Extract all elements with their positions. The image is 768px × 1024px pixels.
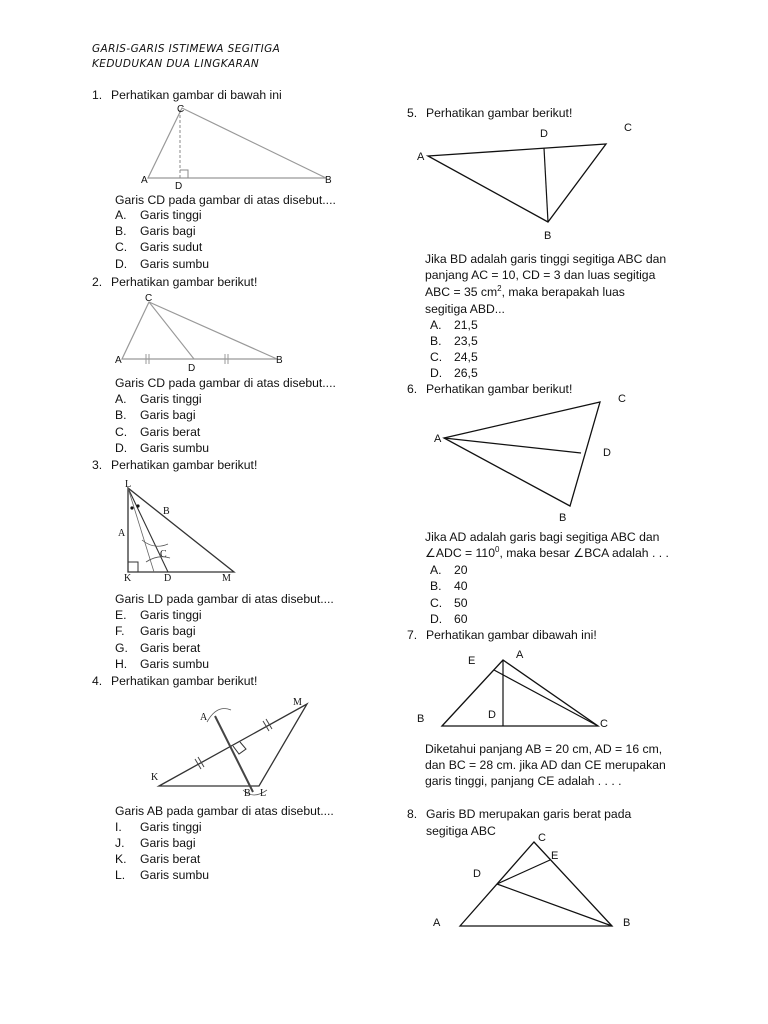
q7-question-line1: Diketahui panjang AB = 20 cm, AD = 16 cm,	[425, 742, 663, 756]
q2-option-a-letter: A.	[115, 392, 127, 406]
q6-option-b-text: 40	[454, 579, 468, 593]
q6-label-d: D	[603, 447, 611, 459]
q5-label-c: C	[624, 122, 632, 134]
q2-option-d-text: Garis sumbu	[140, 441, 210, 455]
q1-option-c-text: Garis sudut	[140, 240, 203, 254]
q3-figure	[112, 478, 242, 586]
q3-label-a: A	[118, 528, 126, 539]
q8-label-c: C	[538, 832, 546, 844]
q6-option-b-letter: B.	[430, 579, 442, 593]
q3-option-g-text: Garis berat	[140, 641, 201, 655]
q7-question-line3: garis tinggi, panjang CE adalah . . . .	[425, 774, 622, 788]
q5-question-line2: panjang AC = 10, CD = 3 dan luas segitiga	[425, 268, 656, 282]
q3-option-g-letter: G.	[115, 641, 128, 655]
q2-question: Garis CD pada gambar di atas disebut....	[115, 376, 336, 390]
q1-option-d-letter: D.	[115, 257, 128, 271]
header-title-line2: KEDUDUKAN DUA LINGKARAN	[92, 58, 260, 70]
q6-option-a-text: 20	[454, 563, 468, 577]
q1-number: 1.	[92, 88, 103, 102]
q6-option-c-letter: C.	[430, 596, 443, 610]
q5-label-a: A	[417, 151, 425, 163]
q4-figure	[145, 694, 325, 800]
q8-prompt-line2: segitiga ABC	[426, 824, 496, 838]
q5-question-line3: ABC = 35 $cm^2$, maka berapakah luas	[425, 283, 625, 299]
q3-option-e-letter: E.	[115, 608, 127, 622]
q3-number: 3.	[92, 458, 103, 472]
q5-label-b: B	[544, 230, 552, 242]
q5-option-b-letter: B.	[430, 334, 442, 348]
q6-option-c-text: 50	[454, 596, 468, 610]
q3-label-k: K	[124, 573, 132, 584]
q2-label-b: B	[276, 355, 283, 366]
q1-option-b-letter: B.	[115, 224, 127, 238]
q5-option-d-text: 26,5	[454, 366, 478, 380]
q3-label-c: C	[160, 549, 167, 560]
q7-question-line2: dan BC = 28 cm. jika AD dan CE merupakan	[425, 758, 666, 772]
q5-option-b-text: 23,5	[454, 334, 478, 348]
q5-figure	[412, 120, 642, 244]
q4-option-k-letter: K.	[115, 852, 127, 866]
q8-label-e: E	[551, 850, 559, 862]
q4-label-a: A	[200, 712, 208, 723]
q6-question-line2: ∠ADC = $110^0$, maka besar ∠BCA adalah . . .	[425, 544, 669, 560]
q2-figure	[112, 292, 292, 374]
q8-label-b: B	[623, 917, 631, 929]
q3-question: Garis LD pada gambar di atas disebut....	[115, 592, 334, 606]
q3-label-m: M	[222, 573, 231, 584]
q3-option-f-letter: F.	[115, 624, 125, 638]
q7-label-e: E	[468, 655, 476, 667]
q1-option-a-letter: A.	[115, 208, 127, 222]
q2-label-a: A	[115, 355, 122, 366]
q4-label-m: M	[293, 697, 302, 708]
q8-figure	[428, 826, 638, 934]
q4-question: Garis AB pada gambar di atas disebut....	[115, 804, 334, 818]
q1-prompt: Perhatikan gambar di bawah ini	[111, 88, 282, 102]
q4-label-l: L	[260, 788, 267, 799]
q3-prompt: Perhatikan gambar berikut!	[111, 458, 258, 472]
q2-option-b-letter: B.	[115, 408, 127, 422]
q6-question-line1: Jika AD adalah garis bagi segitiga ABC dan	[425, 530, 660, 544]
q7-label-b: B	[417, 713, 425, 725]
q4-option-l-letter: L.	[115, 868, 126, 882]
q4-option-j-text: Garis bagi	[140, 836, 196, 850]
q7-figure	[412, 644, 622, 736]
q3-label-d: D	[164, 573, 172, 584]
q2-number: 2.	[92, 275, 103, 289]
q8-prompt-line1: Garis BD merupakan garis berat pada	[426, 807, 632, 821]
q5-option-d-letter: D.	[430, 366, 443, 380]
q4-option-i-text: Garis tinggi	[140, 820, 202, 834]
q1-option-d-text: Garis sumbu	[140, 257, 210, 271]
q4-option-i-letter: I.	[115, 820, 122, 834]
header-title-line1: GARIS-GARIS ISTIMEWA SEGITIGA	[92, 43, 281, 55]
q1-option-b-text: Garis bagi	[140, 224, 196, 238]
q6-label-c: C	[618, 393, 626, 405]
q6-label-a: A	[434, 433, 442, 445]
q7-label-d: D	[488, 709, 496, 721]
q6-option-d-text: 60	[454, 612, 468, 626]
q7-label-a: A	[516, 649, 524, 661]
q7-label-c: C	[600, 718, 608, 730]
q2-prompt: Perhatikan gambar berikut!	[111, 275, 258, 289]
q6-prompt: Perhatikan gambar berikut!	[426, 382, 573, 396]
q1-question: Garis CD pada gambar di atas disebut....	[115, 193, 336, 207]
q6-number: 6.	[407, 382, 418, 396]
q4-option-k-text: Garis berat	[140, 852, 201, 866]
q1-figure	[130, 100, 350, 192]
q4-option-j-letter: J.	[115, 836, 125, 850]
q3-option-h-text: Garis sumbu	[140, 657, 210, 671]
q5-question-line4: segitiga ABD...	[425, 302, 505, 316]
q5-option-c-letter: C.	[430, 350, 443, 364]
q3-label-l: L	[125, 479, 132, 490]
q2-option-c-text: Garis berat	[140, 425, 201, 439]
q1-label-d: D	[175, 181, 183, 192]
q5-option-c-text: 24,5	[454, 350, 478, 364]
q5-number: 5.	[407, 106, 418, 120]
q4-prompt: Perhatikan gambar berikut!	[111, 674, 258, 688]
q1-label-c: C	[177, 104, 185, 115]
q2-option-c-letter: C.	[115, 425, 128, 439]
q5-question-line1: Jika BD adalah garis tinggi segitiga ABC dan	[425, 252, 667, 266]
q1-option-c-letter: C.	[115, 240, 128, 254]
q8-label-d: D	[473, 868, 481, 880]
q2-label-d: D	[188, 363, 196, 374]
q2-label-c: C	[145, 293, 153, 304]
q6-option-d-letter: D.	[430, 612, 443, 626]
q5-prompt: Perhatikan gambar berikut!	[426, 106, 573, 120]
q7-number: 7.	[407, 628, 418, 642]
q3-option-e-text: Garis tinggi	[140, 608, 202, 622]
q3-label-b: B	[163, 506, 170, 517]
q4-label-k: K	[151, 772, 159, 783]
q8-label-a: A	[433, 917, 441, 929]
q5-option-a-text: 21,5	[454, 318, 478, 332]
q2-option-d-letter: D.	[115, 441, 128, 455]
q2-option-b-text: Garis bagi	[140, 408, 196, 422]
q1-label-b: B	[325, 175, 332, 186]
q1-option-a-text: Garis tinggi	[140, 208, 202, 222]
q2-option-a-text: Garis tinggi	[140, 392, 202, 406]
q6-option-a-letter: A.	[430, 563, 442, 577]
q4-number: 4.	[92, 674, 103, 688]
q4-option-l-text: Garis sumbu	[140, 868, 210, 882]
q1-label-a: A	[141, 175, 148, 186]
q4-label-b: B	[244, 788, 251, 799]
q3-option-h-letter: H.	[115, 657, 128, 671]
q7-prompt: Perhatikan gambar dibawah ini!	[426, 628, 597, 642]
q6-label-b: B	[559, 512, 567, 524]
q8-number: 8.	[407, 807, 418, 821]
q3-option-f-text: Garis bagi	[140, 624, 196, 638]
q5-option-a-letter: A.	[430, 318, 442, 332]
q5-label-d: D	[540, 128, 548, 140]
q6-figure	[430, 390, 640, 526]
